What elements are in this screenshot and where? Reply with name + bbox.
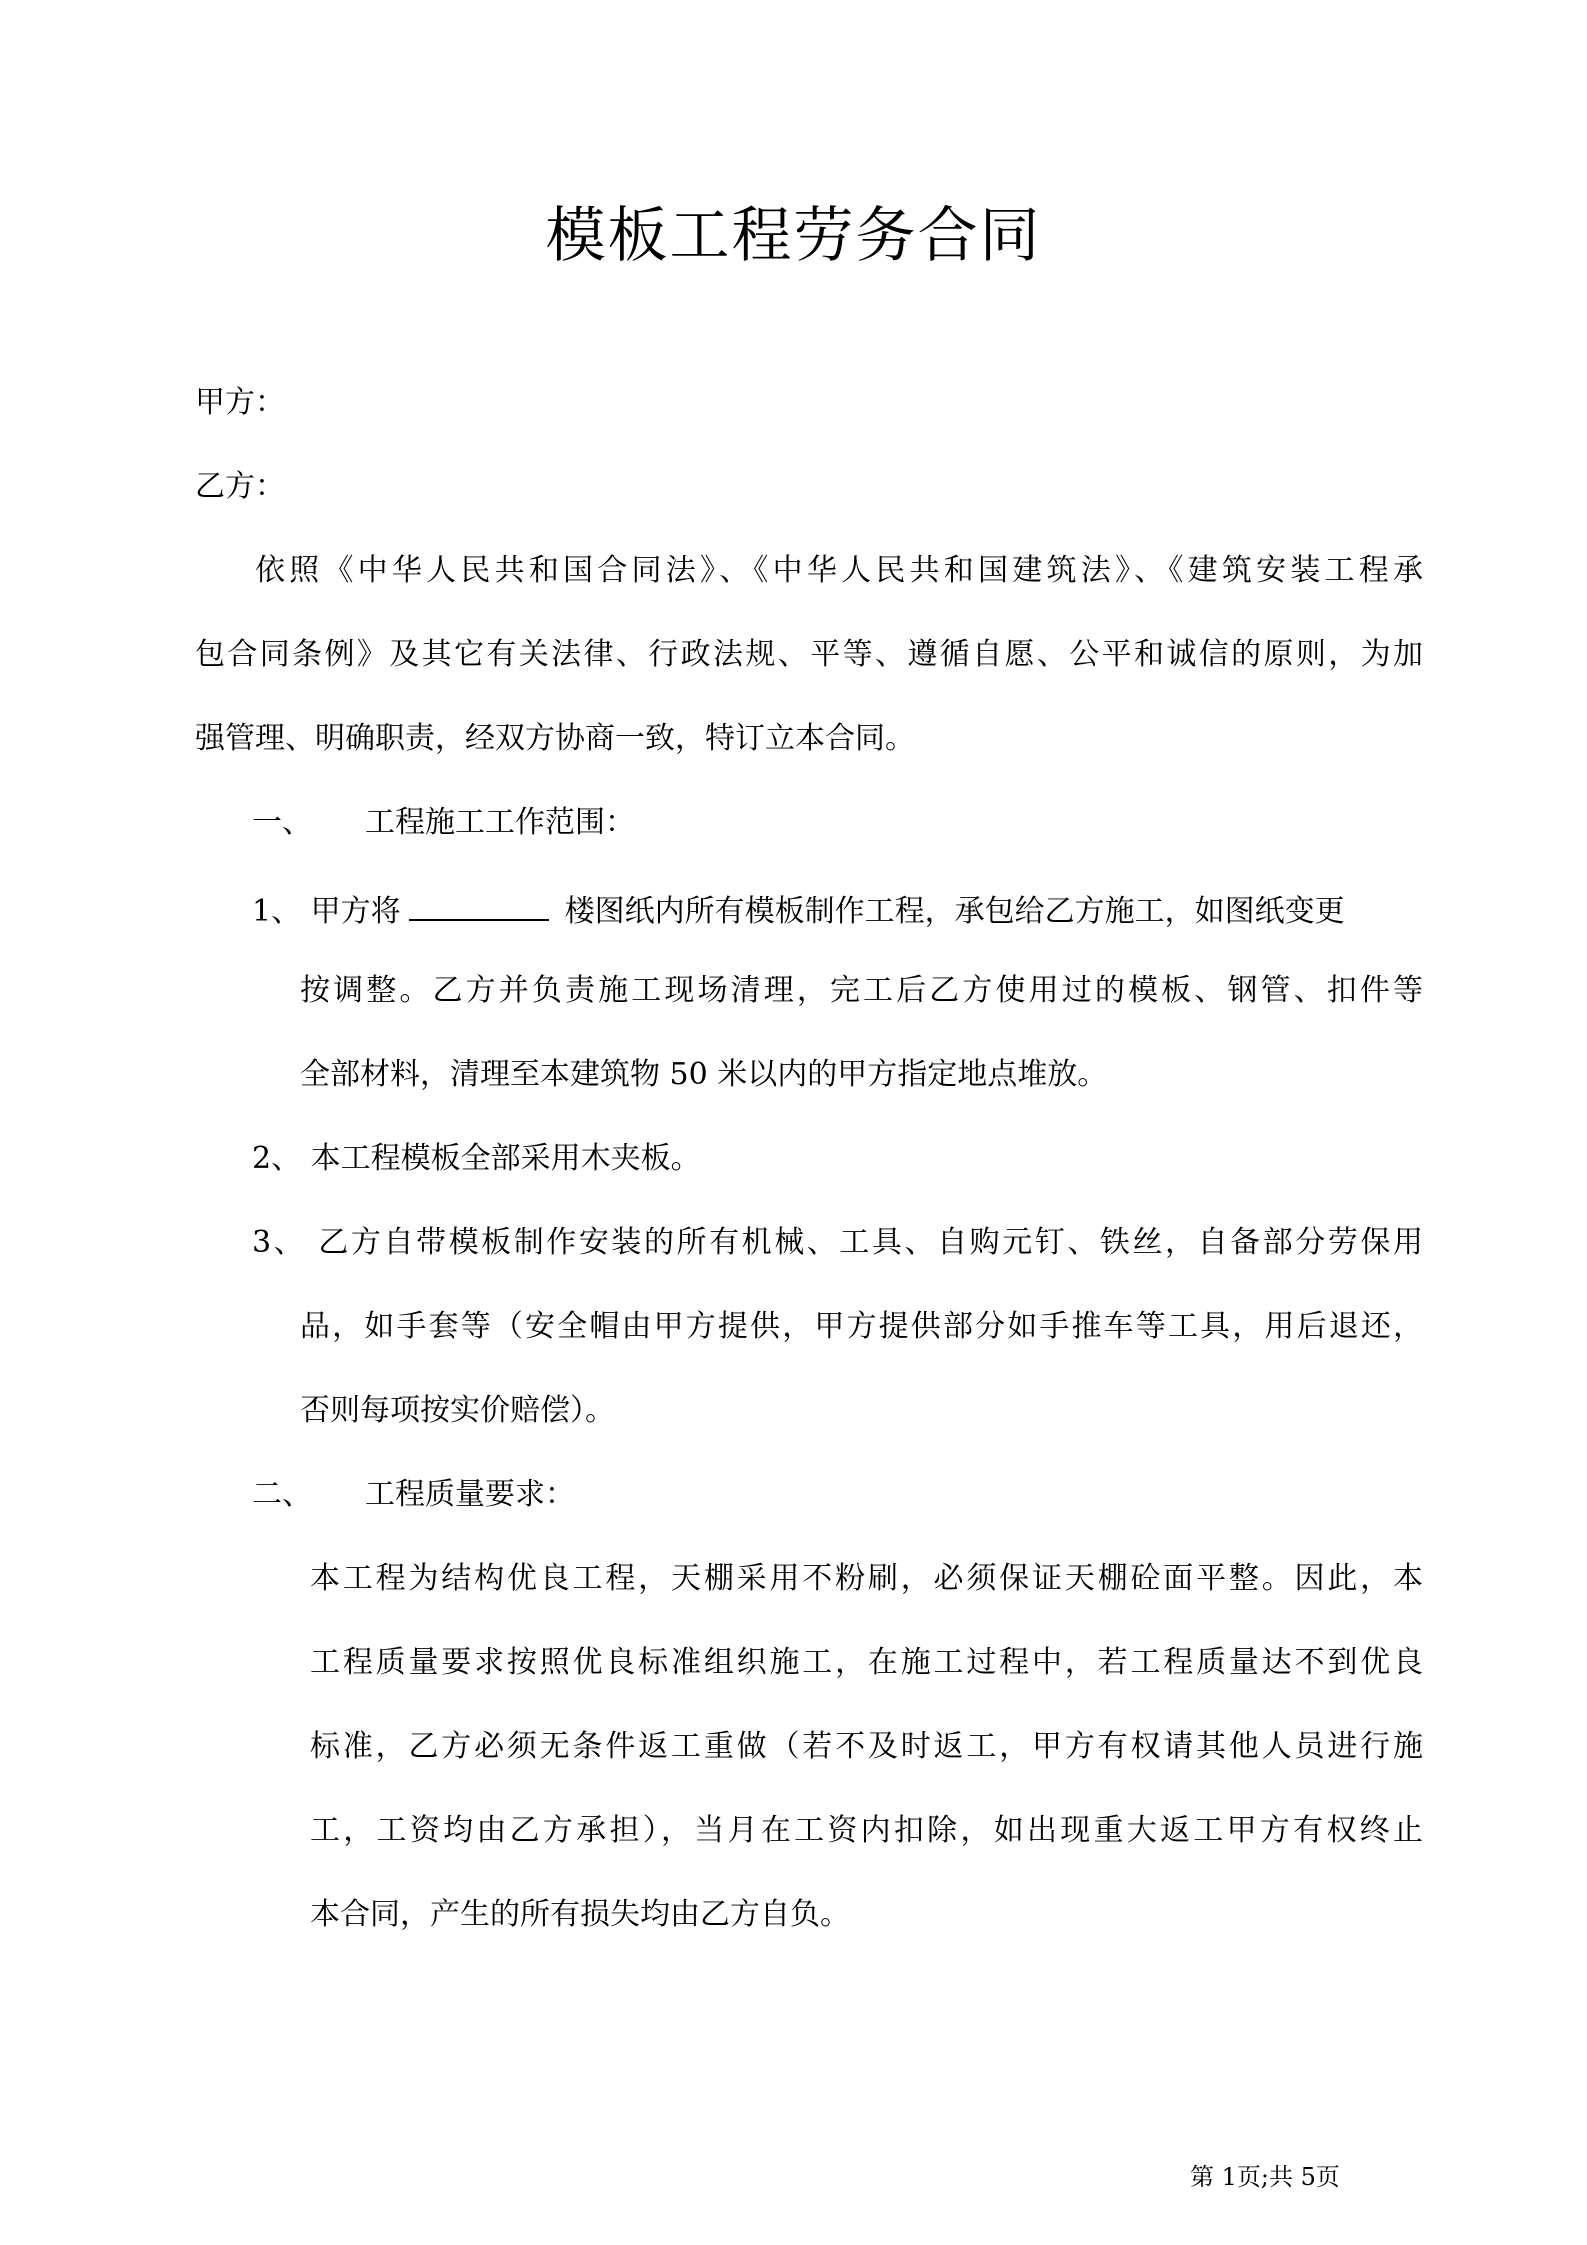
section-2-heading: 工程质量要求： bbox=[365, 1477, 575, 1512]
intro-line-2: 包合同条例》及其它有关法律、行政法规、平等、遵循自愿、公平和诚信的原则，为加 bbox=[195, 637, 1423, 672]
party-b-label: 乙方： bbox=[195, 469, 285, 504]
party-a-label: 甲方： bbox=[195, 385, 285, 420]
document-title: 模板工程劳务合同 bbox=[545, 201, 1042, 271]
section-2-number: 二、 bbox=[252, 1477, 312, 1512]
item-1-line-2: 按调整。乙方并负责施工现场清理，完工后乙方使用过的模板、钢管、扣件等 bbox=[300, 973, 1423, 1008]
quality-line-2: 工程质量要求按照优良标准组织施工，在施工过程中，若工程质量达不到优良 bbox=[310, 1645, 1423, 1680]
item-1-suffix: 楼图纸内所有模板制作工程，承包给乙方施工，如图纸变更 bbox=[564, 894, 1345, 929]
building-blank-field[interactable] bbox=[409, 887, 549, 921]
item-2: 2、 本工程模板全部采用木夹板。 bbox=[252, 1141, 701, 1176]
section-1-number: 一、 bbox=[252, 805, 312, 840]
item-3-line-3: 否则每项按实价赔偿）。 bbox=[300, 1393, 615, 1428]
quality-line-5: 本合同，产生的所有损失均由乙方自负。 bbox=[310, 1897, 850, 1932]
quality-line-4: 工，工资均由乙方承担），当月在工资内扣除，如出现重大返工甲方有权终止 bbox=[310, 1813, 1423, 1848]
item-1-first-line bbox=[252, 887, 1345, 932]
page-number-footer: 第 1页;共 5页 bbox=[1190, 2163, 1340, 2191]
item-1-prefix: 1、 甲方将 bbox=[252, 894, 401, 929]
quality-line-1: 本工程为结构优良工程，天棚采用不粉刷，必须保证天棚砼面平整。因此，本 bbox=[310, 1561, 1423, 1596]
intro-line-1: 依照《中华人民共和国合同法》、《中华人民共和国建筑法》、《建筑安装工程承 bbox=[255, 553, 1423, 588]
intro-line-3: 强管理、明确职责，经双方协商一致，特订立本合同。 bbox=[195, 721, 915, 756]
quality-line-3: 标准，乙方必须无条件返工重做（若不及时返工，甲方有权请其他人员进行施 bbox=[310, 1729, 1423, 1764]
item-3-line-2: 品，如手套等（安全帽由甲方提供，甲方提供部分如手推车等工具，用后退还， bbox=[300, 1309, 1423, 1344]
section-1-heading: 工程施工工作范围： bbox=[365, 805, 635, 840]
item-3-line-1: 3、 乙方自带模板制作安装的所有机械、工具、自购元钉、铁丝，自备部分劳保用 bbox=[252, 1225, 1423, 1260]
item-1-line-3: 全部材料，清理至本建筑物 50 米以内的甲方指定地点堆放。 bbox=[300, 1057, 1108, 1092]
